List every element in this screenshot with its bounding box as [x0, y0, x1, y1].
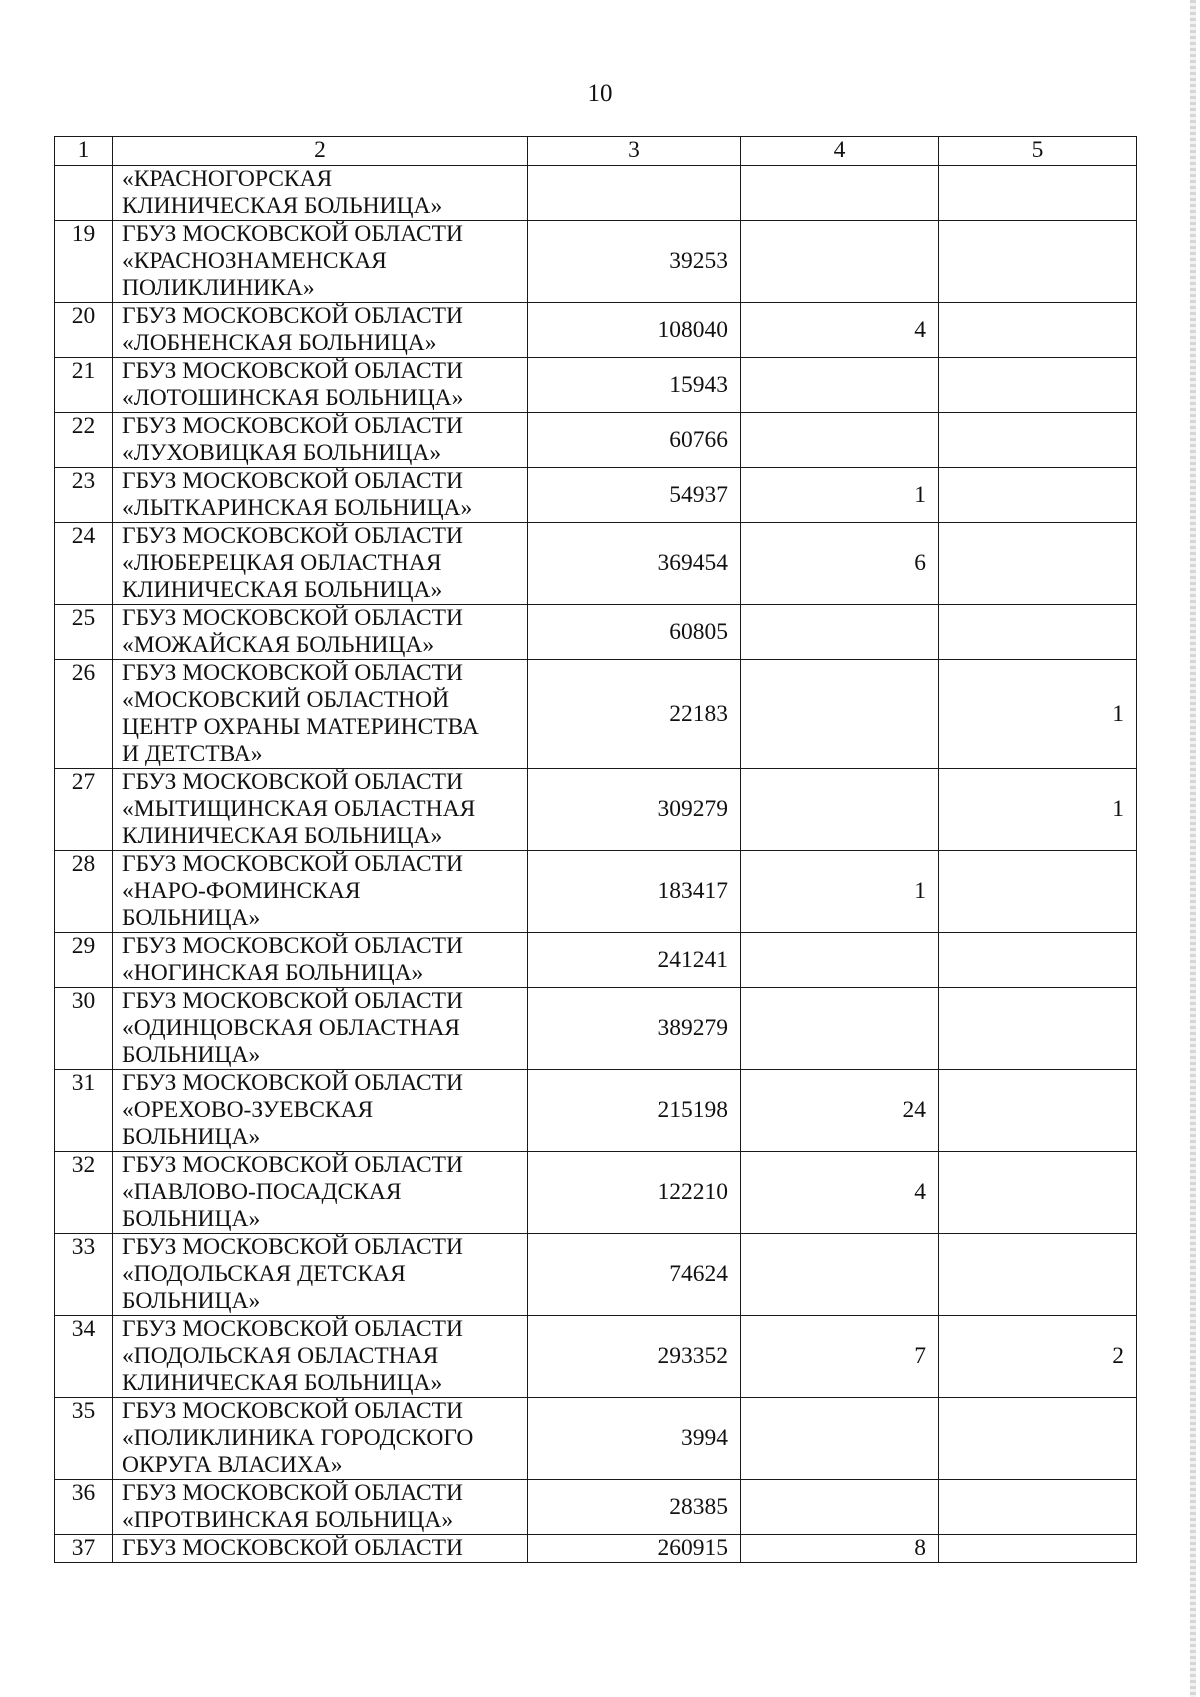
- scan-edge: [1190, 0, 1196, 1697]
- value-c4: [741, 1480, 939, 1535]
- institution-name-line: ГБУЗ МОСКОВСКОЙ ОБЛАСТИ: [122, 933, 463, 959]
- table-row: [55, 1070, 1137, 1152]
- table-row: [55, 413, 1137, 468]
- value-c4: [741, 933, 939, 988]
- table-row: [55, 988, 1137, 1070]
- table-row: [55, 1535, 1137, 1563]
- institution-name-line: ГБУЗ МОСКОВСКОЙ ОБЛАСТИ: [122, 851, 463, 877]
- value-c3: 22183: [528, 660, 741, 769]
- value-c3: 60805: [528, 605, 741, 660]
- table-row: [55, 358, 1137, 413]
- value-c4: 24: [741, 1070, 939, 1152]
- institution-name-line: «МОЖАЙСКАЯ БОЛЬНИЦА»: [122, 632, 435, 658]
- table-row: [55, 1152, 1137, 1234]
- value-c3: 60766: [528, 413, 741, 468]
- value-c3: 183417: [528, 851, 741, 933]
- value-c3: 3994: [528, 1398, 741, 1480]
- value-c5: [939, 1070, 1137, 1152]
- value-c3: 54937: [528, 468, 741, 523]
- row-number: 21: [55, 358, 113, 413]
- institution-name-line: ГБУЗ МОСКОВСКОЙ ОБЛАСТИ: [122, 303, 463, 329]
- value-c5: [939, 358, 1137, 413]
- column-header: 4: [741, 137, 939, 166]
- value-c3: [528, 166, 741, 221]
- institution-name-line: «ПОДОЛЬСКАЯ ОБЛАСТНАЯ: [122, 1343, 439, 1369]
- table-row: [55, 605, 1137, 660]
- institution-name: [113, 769, 528, 851]
- institution-name-line: ГБУЗ МОСКОВСКОЙ ОБЛАСТИ: [122, 605, 463, 631]
- value-c5: [939, 1535, 1137, 1563]
- value-c5: [939, 605, 1137, 660]
- institution-name-line: КЛИНИЧЕСКАЯ БОЛЬНИЦА»: [122, 577, 443, 603]
- institution-name-line: «ПОДОЛЬСКАЯ ДЕТСКАЯ: [122, 1261, 406, 1287]
- institution-name-line: «ОДИНЦОВСКАЯ ОБЛАСТНАЯ: [122, 1015, 460, 1041]
- institution-name-line: БОЛЬНИЦА»: [122, 1288, 261, 1314]
- institution-name-line: «ЛОБНЕНСКАЯ БОЛЬНИЦА»: [122, 330, 437, 356]
- value-c4: [741, 988, 939, 1070]
- value-c5: 2: [939, 1316, 1137, 1398]
- institution-name-line: «ЛЮБЕРЕЦКАЯ ОБЛАСТНАЯ: [122, 550, 442, 576]
- value-c4: [741, 166, 939, 221]
- value-c5: [939, 1234, 1137, 1316]
- institution-name-line: ОКРУГА ВЛАСИХА»: [122, 1452, 343, 1478]
- institution-name-line: ГБУЗ МОСКОВСКОЙ ОБЛАСТИ: [122, 1480, 463, 1506]
- institution-name: [113, 933, 528, 988]
- institution-name-line: «ОРЕХОВО-ЗУЕВСКАЯ: [122, 1097, 374, 1123]
- institution-name-line: ПОЛИКЛИНИКА»: [122, 275, 315, 301]
- value-c4: 7: [741, 1316, 939, 1398]
- institution-name-line: «НОГИНСКАЯ БОЛЬНИЦА»: [122, 960, 424, 986]
- header-row: [55, 137, 1137, 166]
- institution-name-line: КЛИНИЧЕСКАЯ БОЛЬНИЦА»: [122, 823, 443, 849]
- institution-name: [113, 468, 528, 523]
- institution-name-line: «КРАСНОЗНАМЕНСКАЯ: [122, 248, 387, 274]
- institution-name-line: «КРАСНОГОРСКАЯ: [122, 166, 333, 192]
- value-c5: [939, 523, 1137, 605]
- institution-name: [113, 523, 528, 605]
- data-table: [54, 136, 1137, 1563]
- institution-name: [113, 413, 528, 468]
- value-c4: [741, 413, 939, 468]
- institution-name-line: ГБУЗ МОСКОВСКОЙ ОБЛАСТИ: [122, 660, 463, 686]
- value-c5: [939, 1398, 1137, 1480]
- table-row: [55, 933, 1137, 988]
- value-c4: [741, 605, 939, 660]
- value-c3: 122210: [528, 1152, 741, 1234]
- institution-name-line: «ПОЛИКЛИНИКА ГОРОДСКОГО: [122, 1425, 474, 1451]
- table-row: [55, 1316, 1137, 1398]
- institution-name: [113, 221, 528, 303]
- institution-name-line: ГБУЗ МОСКОВСКОЙ ОБЛАСТИ: [122, 1535, 463, 1561]
- value-c4: [741, 221, 939, 303]
- institution-name: [113, 1234, 528, 1316]
- institution-name-line: БОЛЬНИЦА»: [122, 1124, 261, 1150]
- institution-name-line: ГБУЗ МОСКОВСКОЙ ОБЛАСТИ: [122, 1234, 463, 1260]
- value-c4: 1: [741, 468, 939, 523]
- institution-name-line: ГБУЗ МОСКОВСКОЙ ОБЛАСТИ: [122, 1152, 463, 1178]
- table-row: [55, 523, 1137, 605]
- value-c5: [939, 851, 1137, 933]
- column-header: 2: [113, 137, 528, 166]
- value-c5: [939, 1152, 1137, 1234]
- column-header: 3: [528, 137, 741, 166]
- table-row: [55, 303, 1137, 358]
- institution-name: [113, 605, 528, 660]
- value-c5: [939, 303, 1137, 358]
- value-c5: [939, 1480, 1137, 1535]
- row-number: 25: [55, 605, 113, 660]
- table-row: [55, 1234, 1137, 1316]
- page-number: 10: [587, 80, 613, 107]
- institution-name-line: «НАРО-ФОМИНСКАЯ: [122, 878, 361, 904]
- column-header: 5: [939, 137, 1137, 166]
- institution-name: [113, 660, 528, 769]
- row-number: 33: [55, 1234, 113, 1316]
- value-c5: [939, 413, 1137, 468]
- value-c3: 39253: [528, 221, 741, 303]
- table-row: [55, 468, 1137, 523]
- value-c3: 260915: [528, 1535, 741, 1563]
- value-c3: 389279: [528, 988, 741, 1070]
- institution-name-line: ЦЕНТР ОХРАНЫ МАТЕРИНСТВА: [122, 714, 479, 740]
- institution-name-line: КЛИНИЧЕСКАЯ БОЛЬНИЦА»: [122, 193, 443, 219]
- institution-name: [113, 1316, 528, 1398]
- row-number: [55, 166, 113, 221]
- institution-name-line: «МОСКОВСКИЙ ОБЛАСТНОЙ: [122, 687, 450, 713]
- row-number: 26: [55, 660, 113, 769]
- institution-name-line: ГБУЗ МОСКОВСКОЙ ОБЛАСТИ: [122, 1316, 463, 1342]
- table-row: [55, 1480, 1137, 1535]
- value-c5: [939, 468, 1137, 523]
- institution-name: [113, 358, 528, 413]
- institution-name-line: ГБУЗ МОСКОВСКОЙ ОБЛАСТИ: [122, 1070, 463, 1096]
- value-c3: 28385: [528, 1480, 741, 1535]
- table-row: [55, 1398, 1137, 1480]
- institution-name: [113, 1480, 528, 1535]
- row-number: 34: [55, 1316, 113, 1398]
- institution-name-line: БОЛЬНИЦА»: [122, 905, 261, 931]
- institution-name-line: БОЛЬНИЦА»: [122, 1042, 261, 1068]
- value-c4: 6: [741, 523, 939, 605]
- value-c4: 4: [741, 1152, 939, 1234]
- institution-name: [113, 1152, 528, 1234]
- institution-name-line: ГБУЗ МОСКОВСКОЙ ОБЛАСТИ: [122, 221, 463, 247]
- institution-name-line: И ДЕТСТВА»: [122, 741, 263, 767]
- table-row: [55, 851, 1137, 933]
- value-c5: [939, 933, 1137, 988]
- row-number: 22: [55, 413, 113, 468]
- institution-name-line: КЛИНИЧЕСКАЯ БОЛЬНИЦА»: [122, 1370, 443, 1396]
- value-c5: 1: [939, 660, 1137, 769]
- value-c4: [741, 660, 939, 769]
- value-c3: 241241: [528, 933, 741, 988]
- row-number: 28: [55, 851, 113, 933]
- institution-name-line: «МЫТИЩИНСКАЯ ОБЛАСТНАЯ: [122, 796, 476, 822]
- table-body: [55, 137, 1137, 1563]
- row-number: 36: [55, 1480, 113, 1535]
- row-number: 29: [55, 933, 113, 988]
- institution-name-line: ГБУЗ МОСКОВСКОЙ ОБЛАСТИ: [122, 468, 463, 494]
- value-c4: 4: [741, 303, 939, 358]
- institution-name-line: ГБУЗ МОСКОВСКОЙ ОБЛАСТИ: [122, 358, 463, 384]
- institution-name: [113, 1070, 528, 1152]
- institution-name: [113, 1535, 528, 1563]
- institution-name-line: «ЛЫТКАРИНСКАЯ БОЛЬНИЦА»: [122, 495, 473, 521]
- row-number: 27: [55, 769, 113, 851]
- institution-name-line: ГБУЗ МОСКОВСКОЙ ОБЛАСТИ: [122, 988, 463, 1014]
- institution-name: [113, 988, 528, 1070]
- row-number: 31: [55, 1070, 113, 1152]
- institution-name-line: ГБУЗ МОСКОВСКОЙ ОБЛАСТИ: [122, 413, 463, 439]
- value-c4: 1: [741, 851, 939, 933]
- value-c3: 15943: [528, 358, 741, 413]
- institution-name-line: БОЛЬНИЦА»: [122, 1206, 261, 1232]
- value-c4: [741, 769, 939, 851]
- row-number: 19: [55, 221, 113, 303]
- value-c3: 215198: [528, 1070, 741, 1152]
- row-number: 30: [55, 988, 113, 1070]
- institution-name-line: «ЛОТОШИНСКАЯ БОЛЬНИЦА»: [122, 385, 464, 411]
- value-c3: 74624: [528, 1234, 741, 1316]
- value-c5: [939, 221, 1137, 303]
- value-c3: 369454: [528, 523, 741, 605]
- table-row: [55, 221, 1137, 303]
- value-c3: 309279: [528, 769, 741, 851]
- institution-name-line: ГБУЗ МОСКОВСКОЙ ОБЛАСТИ: [122, 769, 463, 795]
- value-c3: 293352: [528, 1316, 741, 1398]
- institution-name: [113, 166, 528, 221]
- value-c4: [741, 1398, 939, 1480]
- institution-name-line: «ПРОТВИНСКАЯ БОЛЬНИЦА»: [122, 1507, 454, 1533]
- row-number: 35: [55, 1398, 113, 1480]
- row-number: 20: [55, 303, 113, 358]
- value-c4: [741, 1234, 939, 1316]
- row-number: 23: [55, 468, 113, 523]
- table-row: [55, 769, 1137, 851]
- value-c5: [939, 988, 1137, 1070]
- row-number: 37: [55, 1535, 113, 1563]
- institution-name-line: «ЛУХОВИЦКАЯ БОЛЬНИЦА»: [122, 440, 442, 466]
- institution-name-line: ГБУЗ МОСКОВСКОЙ ОБЛАСТИ: [122, 1398, 463, 1424]
- institution-name: [113, 303, 528, 358]
- institution-name-line: ГБУЗ МОСКОВСКОЙ ОБЛАСТИ: [122, 523, 463, 549]
- row-number: 24: [55, 523, 113, 605]
- row-number: 32: [55, 1152, 113, 1234]
- table-row: [55, 660, 1137, 769]
- table-row: [55, 166, 1137, 221]
- institution-name: [113, 1398, 528, 1480]
- column-header: 1: [55, 137, 113, 166]
- value-c5: [939, 166, 1137, 221]
- value-c4: 8: [741, 1535, 939, 1563]
- value-c4: [741, 358, 939, 413]
- institution-name-line: «ПАВЛОВО-ПОСАДСКАЯ: [122, 1179, 402, 1205]
- value-c5: 1: [939, 769, 1137, 851]
- value-c3: 108040: [528, 303, 741, 358]
- institution-name: [113, 851, 528, 933]
